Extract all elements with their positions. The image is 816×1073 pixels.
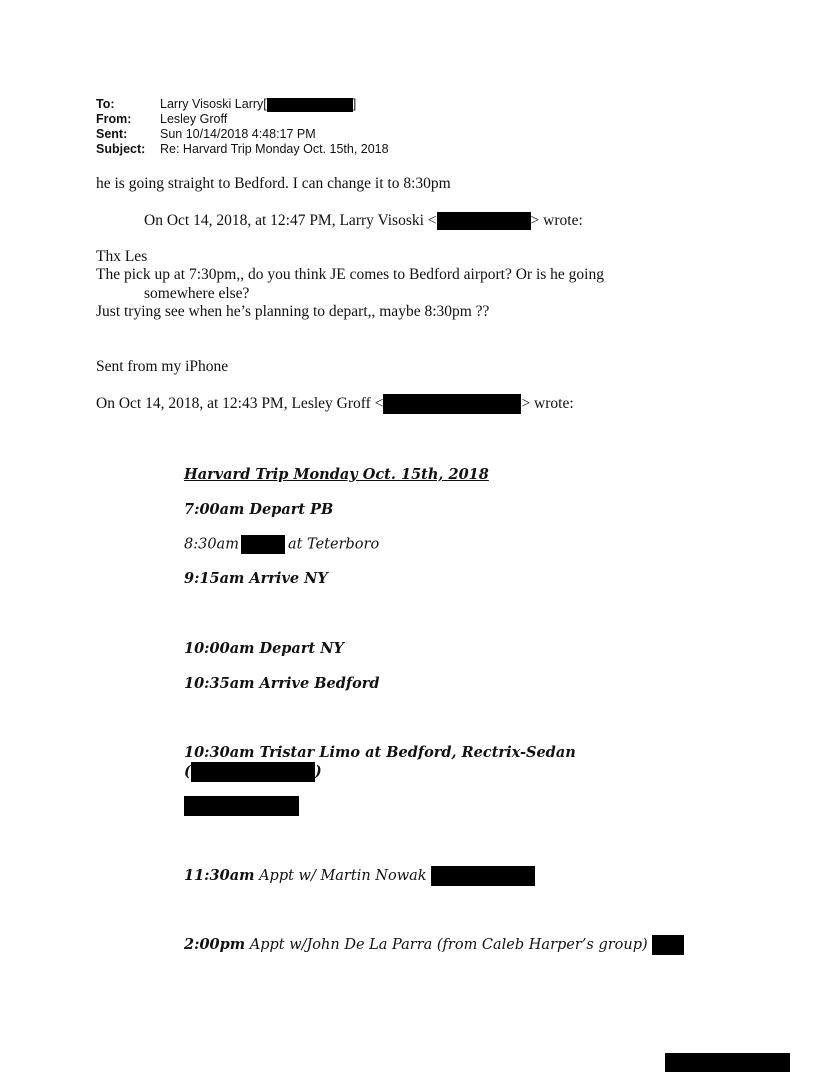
schedule-item: 10:35am Arrive Bedford — [184, 675, 380, 692]
redaction-block — [191, 762, 315, 782]
redaction-block — [184, 796, 299, 816]
to-value: Larry Visoski Larry[ — [160, 97, 267, 111]
quote1-attribution-after: > wrote: — [530, 212, 583, 229]
schedule-item: 9:15am Arrive NY — [184, 570, 328, 587]
schedule-title: Harvard Trip Monday Oct. 15th, 2018 — [184, 466, 489, 483]
sent-value: Sun 10/14/2018 4:48:17 PM — [160, 127, 316, 141]
header-to-row — [96, 97, 356, 112]
header-subject-row — [96, 142, 389, 156]
paren-close: ) — [314, 763, 322, 780]
quote2-attribution — [96, 394, 574, 414]
redaction-block — [383, 394, 521, 414]
to-label: To: — [96, 97, 115, 111]
reply-body: he is going straight to Bedford. I can change it to 8:30pm — [96, 175, 451, 192]
quote1-line2-cont: somewhere else? — [144, 285, 250, 302]
quote1-signature: Sent from my iPhone — [96, 358, 229, 375]
schedule-item-time: 2:00pm — [184, 936, 246, 953]
schedule-item-time: 8:30am — [184, 536, 239, 553]
schedule-item: 10:00am Depart NY — [184, 640, 344, 657]
schedule-item: 7:00am Depart PB — [184, 501, 334, 518]
sent-label: Sent: — [96, 127, 128, 141]
to-close: ] — [352, 97, 357, 111]
subject-label: Subject: — [96, 142, 146, 156]
schedule-item-text: at Teterboro — [287, 536, 380, 553]
schedule-item-cont — [184, 762, 322, 782]
quote2-attribution-before: On Oct 14, 2018, at 12:43 PM, Lesley Groff < — [96, 395, 384, 412]
quote1-line3: Just trying see when he’s planning to depart,, maybe 8:30pm ?? — [96, 303, 490, 320]
quote1-attribution — [144, 211, 583, 230]
quote1-line1: Thx Les — [96, 248, 148, 265]
schedule-item-text: Appt w/ Martin Nowak — [259, 868, 427, 884]
quote1-line2: The pick up at 7:30pm,, do you think JE comes to Bedford airport? Or is he going — [96, 266, 604, 283]
redaction-block — [241, 535, 285, 554]
subject-value: Re: Harvard Trip Monday Oct. 15th, 2018 — [160, 142, 389, 156]
header-sent-row — [96, 127, 316, 141]
schedule-item-text: Appt w/John De La Parra (from Caleb Harper’s group) — [249, 937, 648, 953]
schedule-item-time: 11:30am — [184, 867, 255, 884]
schedule-item — [184, 935, 684, 955]
redaction-block — [431, 866, 535, 886]
redaction-block — [437, 212, 531, 230]
redaction-block — [652, 935, 684, 955]
schedule-item: 10:30am Tristar Limo at Bedford, Rectrix-Sedan — [184, 744, 576, 761]
from-value: Lesley Groff — [160, 112, 228, 126]
schedule-item — [184, 535, 379, 555]
quote2-attribution-after: > wrote: — [521, 395, 574, 412]
paren-open: ( — [184, 763, 191, 780]
redaction-block — [267, 98, 353, 112]
redaction-block — [665, 1053, 790, 1072]
from-label: From: — [96, 112, 132, 126]
quote1-attribution-before: On Oct 14, 2018, at 12:47 PM, Larry Visoski < — [144, 212, 437, 229]
schedule-item — [184, 866, 535, 886]
header-from-row — [96, 112, 227, 126]
